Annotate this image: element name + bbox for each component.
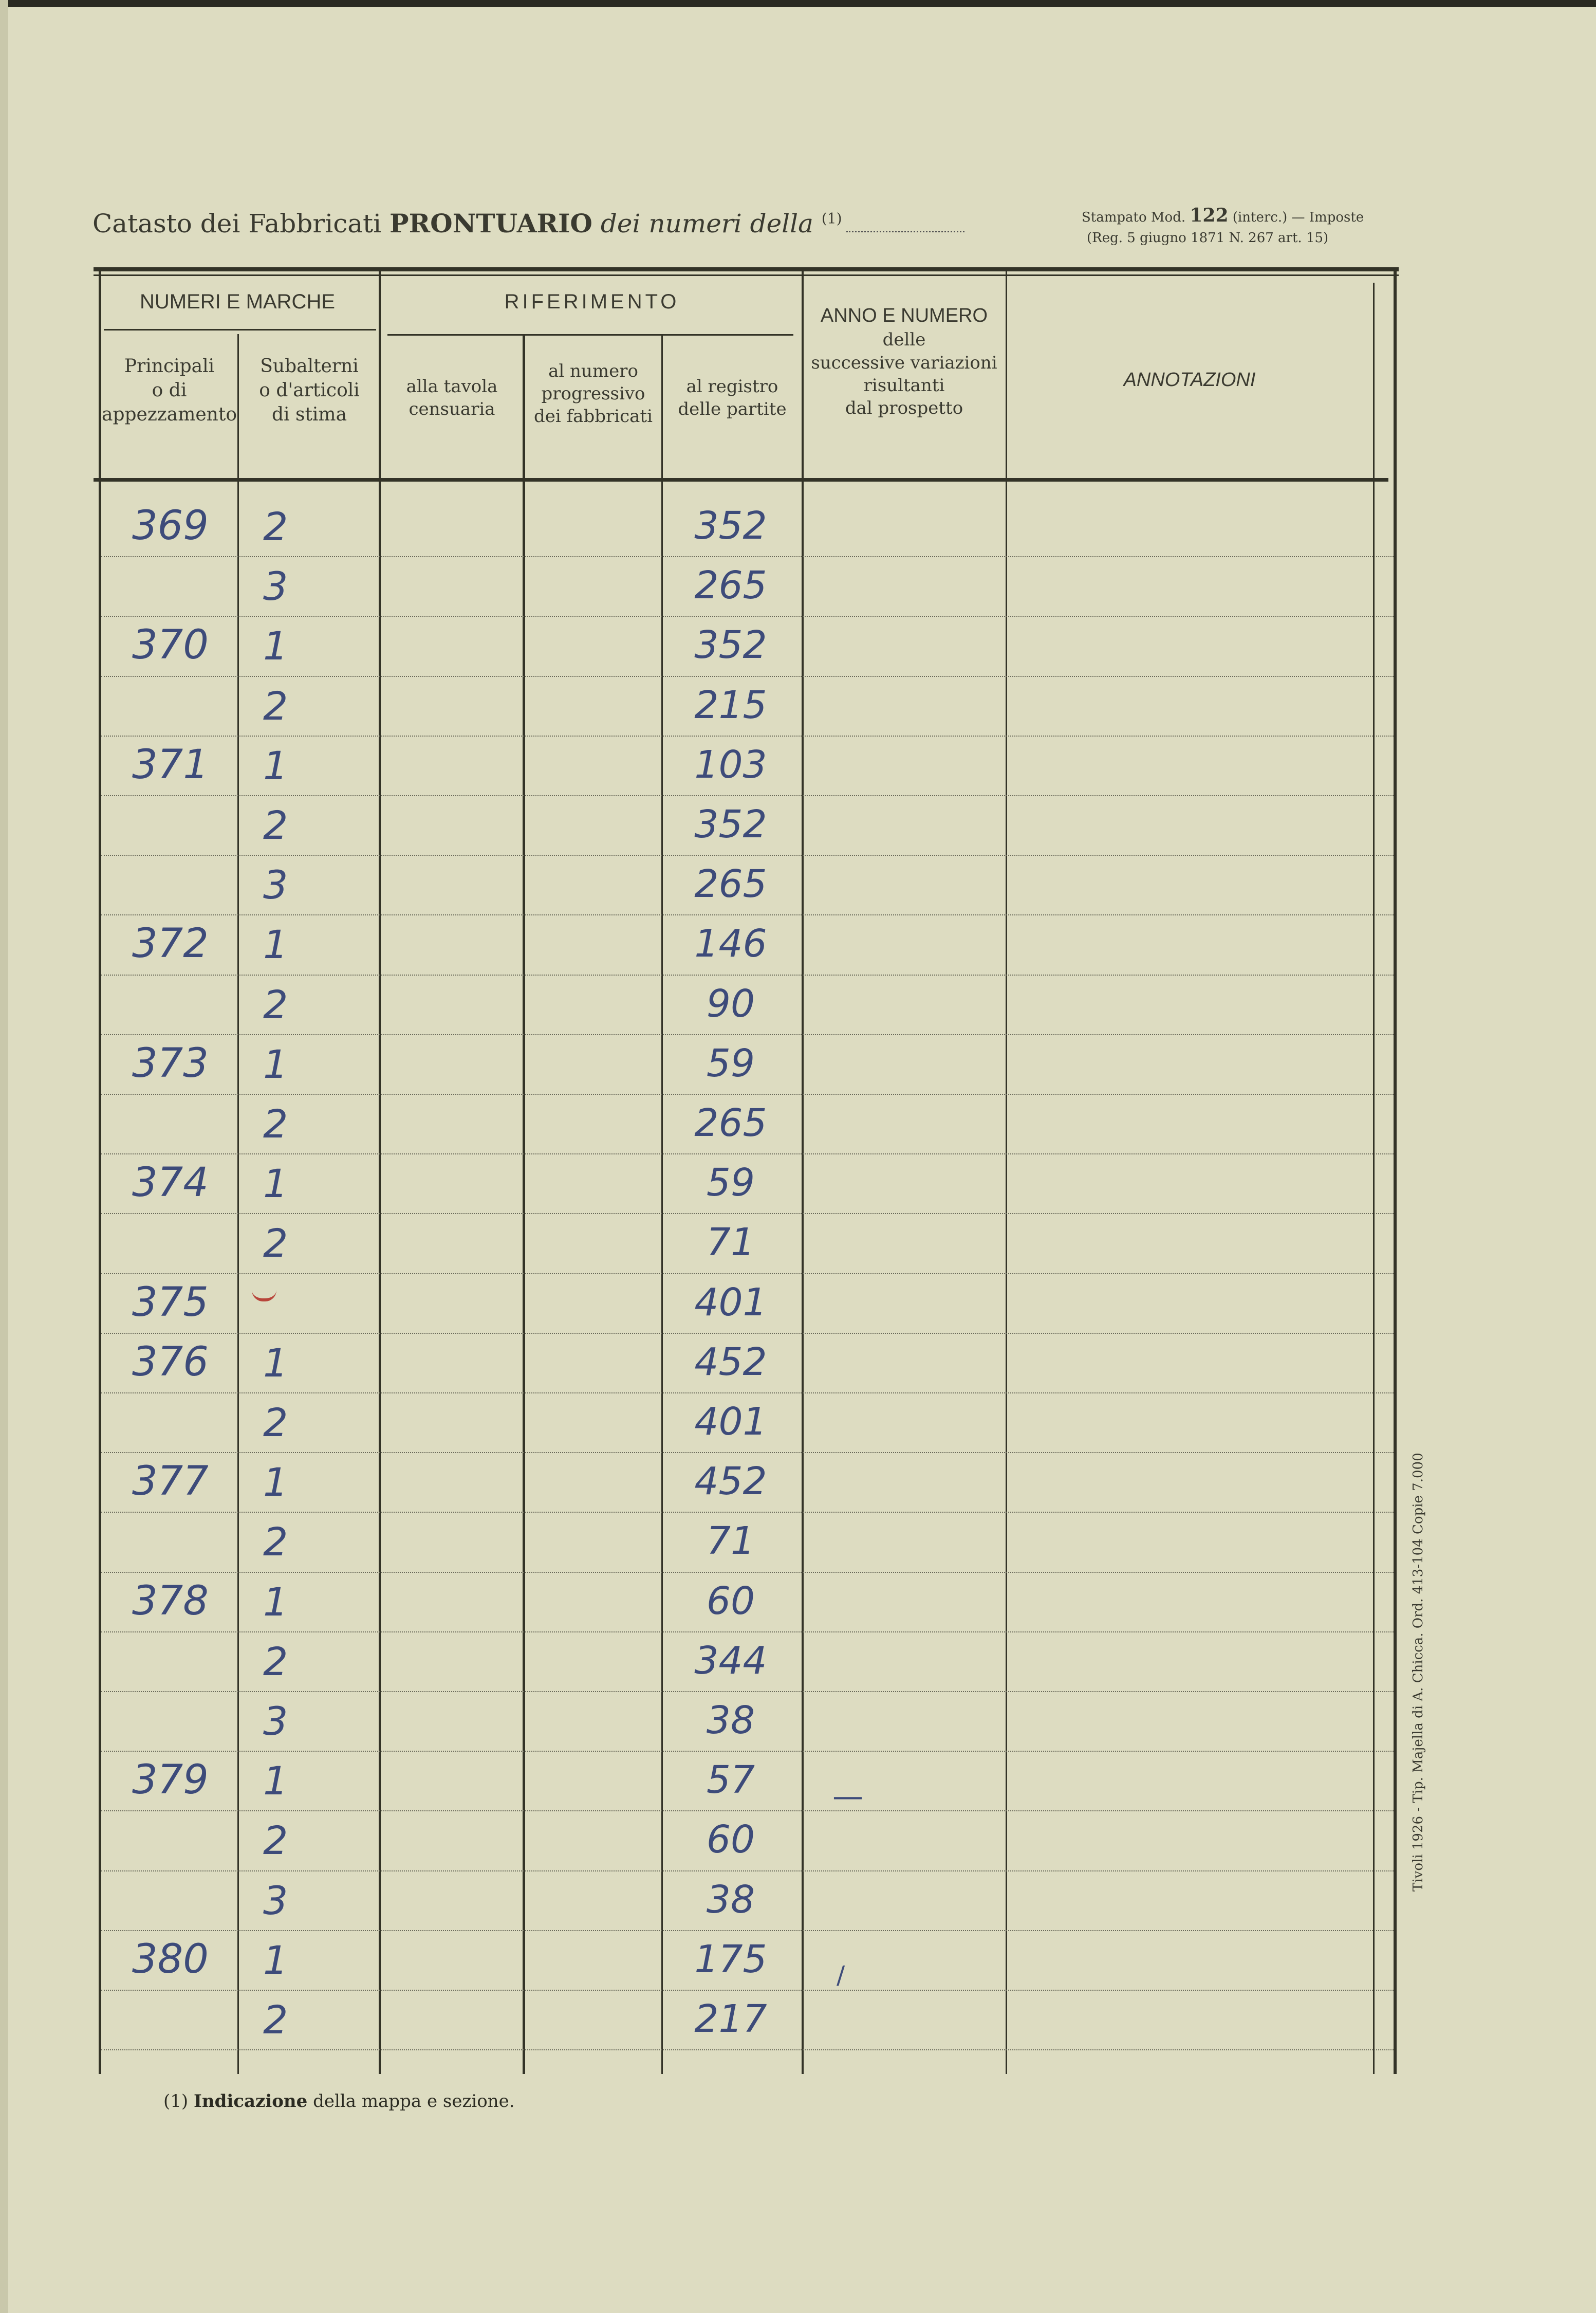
registro-number: 71: [706, 1220, 755, 1265]
principale-number: 374: [132, 1160, 209, 1206]
page-title: Catasto dei Fabbricati PRONTUARIO dei numeri della $^{(1)}$: [92, 208, 964, 238]
subalterno-number: 3: [263, 1698, 288, 1744]
row-rule: [101, 975, 1394, 976]
principale-number: 371: [132, 741, 209, 788]
header-numero-progressivo: al numero progressivo dei fabbricati: [534, 361, 653, 427]
subalterno-number: 3: [263, 563, 288, 610]
registro-number: 344: [694, 1638, 767, 1683]
subalterno-number: 2: [263, 1101, 288, 1147]
row-rule: [101, 616, 1394, 617]
header-principali: Principali o di appezzamento: [101, 356, 237, 425]
header-variazioni: ANNO E NUMERO delle successive variazioni risultanti dal prospetto: [811, 305, 997, 418]
subalterno-number: 1: [263, 1459, 288, 1506]
row-rule: [101, 914, 1394, 915]
registro-number: 265: [694, 1101, 767, 1145]
registro-number: 59: [706, 1161, 755, 1205]
principale-number: 373: [132, 1040, 209, 1087]
row-rule: [101, 1930, 1394, 1931]
registro-number: 352: [694, 802, 767, 847]
page-top-edge: [0, 0, 1596, 7]
registro-number: 60: [706, 1818, 755, 1862]
row-rule: [101, 1153, 1394, 1154]
subalterno-number: 2: [263, 1818, 288, 1864]
subalterno-number: 1: [263, 1161, 288, 1207]
registro-number: 401: [694, 1280, 767, 1325]
registro-number: 352: [694, 504, 767, 548]
row-rule: [101, 1213, 1394, 1214]
subalterno-number: 2: [263, 802, 288, 848]
principale-number: 369: [132, 503, 209, 549]
principale-number: 379: [132, 1757, 209, 1804]
subalterno-number: 1: [263, 623, 288, 669]
registro-number: 215: [694, 683, 767, 727]
row-rule: [101, 2049, 1394, 2050]
subalterno-number: 1: [263, 922, 288, 968]
row-rule: [101, 1034, 1394, 1035]
subalterno-number: 2: [263, 504, 288, 549]
subalterno-number: 2: [263, 1997, 288, 2043]
subalterno-number: 1: [263, 1041, 288, 1087]
subalterno-number: 1: [263, 742, 288, 788]
subalterno-number: 2: [263, 683, 288, 729]
row-rule: [101, 1751, 1394, 1752]
header-riferimento: RIFERIMENTO: [504, 290, 680, 313]
row-rule: [101, 1452, 1394, 1453]
page-left-edge: [0, 0, 8, 2313]
principale-number: 375: [132, 1279, 209, 1326]
print-regulation: (Reg. 5 giugno 1871 N. 267 art. 15): [1087, 230, 1329, 246]
row-rule: [101, 1392, 1394, 1393]
variazioni-slash-mark: /: [837, 1961, 845, 1990]
principale-number: 376: [132, 1338, 209, 1385]
registro-number: 452: [694, 1339, 767, 1384]
registro-number: 38: [706, 1698, 755, 1742]
subalterno-number: 3: [263, 862, 288, 908]
subalterno-number: 1: [263, 1937, 288, 1983]
header-numeri-marche: NUMERI E MARCHE: [139, 290, 336, 313]
ledger-table: [94, 267, 1399, 2077]
registro-number: 452: [694, 1459, 767, 1504]
subalterno-number: 2: [263, 981, 288, 1027]
subalterno-number: 2: [263, 1519, 288, 1565]
subalterno-number: 2: [263, 1638, 288, 1684]
row-rule: [101, 855, 1394, 856]
principale-number: 378: [132, 1577, 209, 1624]
registro-number: 217: [694, 1997, 767, 2041]
row-rule: [101, 1094, 1394, 1095]
row-rule: [101, 1273, 1394, 1274]
row-rule: [101, 1990, 1394, 1991]
footnote: (1) Indicazione della mappa e sezione.: [163, 2091, 515, 2112]
subalterno-number: 1: [263, 1758, 288, 1804]
registro-number: 90: [706, 981, 755, 1026]
header-annotazioni: ANNOTAZIONI: [1123, 369, 1256, 391]
row-rule: [101, 1691, 1394, 1692]
row-rule: [101, 556, 1394, 557]
principale-number: 372: [132, 921, 209, 967]
principale-number: 377: [132, 1458, 209, 1505]
title-blank-line: [846, 231, 964, 232]
principale-number: 370: [132, 622, 209, 669]
header-subalterni: Subalterni o d'articoli di stima: [259, 356, 360, 425]
row-rule: [101, 676, 1394, 677]
row-rule: [101, 1333, 1394, 1334]
registro-number: 265: [694, 862, 767, 907]
subalterno-number: 1: [263, 1578, 288, 1625]
subalterno-number: 2: [263, 1400, 288, 1445]
registro-number: 60: [706, 1578, 755, 1623]
row-rule: [101, 1810, 1394, 1811]
subalterno-number: 1: [263, 1339, 288, 1386]
registro-number: 71: [706, 1519, 755, 1564]
registro-number: 38: [706, 1877, 755, 1922]
subalterno-number: 2: [263, 1220, 288, 1266]
header-tavola: alla tavola censuaria: [406, 376, 498, 420]
row-rule: [101, 795, 1394, 796]
subalterno-number: 3: [263, 1877, 288, 1923]
row-rule: [101, 1631, 1394, 1632]
printer-imprint: Tivoli 1926 - Tip. Majella di A. Chicca. Ord. 413-104 Copie 7.000: [1411, 1453, 1426, 1892]
registro-number: 265: [694, 563, 767, 608]
registro-number: 352: [694, 623, 767, 668]
print-stamp: Stampato Mod. 122 (interc.) — Imposte: [1082, 205, 1364, 226]
registro-number: 59: [706, 1041, 755, 1086]
registro-number: 146: [694, 922, 767, 966]
registro-number: 401: [694, 1400, 767, 1444]
row-rule: [101, 736, 1394, 737]
row-rule: [101, 1572, 1394, 1573]
registro-number: 57: [706, 1758, 755, 1803]
row-rule: [101, 1512, 1394, 1513]
principale-number: 380: [132, 1936, 209, 1982]
header-registro: al registro delle partite: [678, 376, 787, 420]
variazioni-dash-mark: —: [832, 1778, 863, 1814]
row-rule: [101, 1870, 1394, 1871]
registro-number: 175: [694, 1937, 767, 1981]
registro-number: 103: [694, 742, 767, 787]
